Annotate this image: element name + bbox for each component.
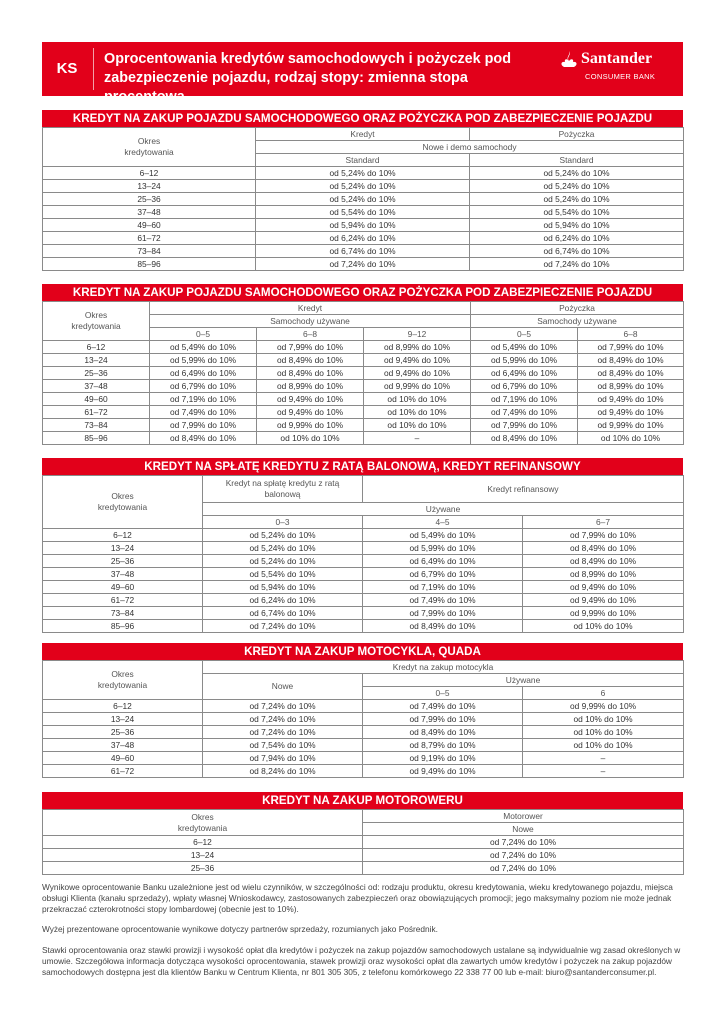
cell-rate: od 9,49% do 10% (364, 354, 471, 367)
cell-okres: 73–84 (43, 245, 256, 258)
cell-rate: od 6,74% do 10% (470, 245, 684, 258)
table-row (43, 594, 684, 607)
header-uzywane: Samochody używane (471, 315, 684, 328)
cell-rate: od 5,24% do 10% (470, 180, 684, 193)
cell-rate: od 9,49% do 10% (257, 393, 364, 406)
cell-rate: od 10% do 10% (257, 432, 364, 445)
table-row (43, 180, 684, 193)
cell-okres: 6–12 (43, 341, 150, 354)
cell-okres: 85–96 (43, 432, 150, 445)
section-title: KREDYT NA ZAKUP POJAZDU SAMOCHODOWEGO ORAZ POŻYCZKA POD ZABEZPIECZENIE POJAZDU (42, 110, 683, 127)
cell-rate: od 8,49% do 10% (363, 726, 523, 739)
cell-rate: od 5,24% do 10% (256, 193, 470, 206)
cell-okres: 85–96 (43, 620, 203, 633)
cell-rate: od 7,94% do 10% (203, 752, 363, 765)
header-age: 6 (523, 687, 684, 700)
cell-rate: od 7,99% do 10% (363, 713, 523, 726)
cell-okres: 61–72 (43, 765, 203, 778)
cell-rate: od 6,24% do 10% (470, 232, 684, 245)
cell-rate: od 7,99% do 10% (150, 419, 257, 432)
section-title: KREDYT NA ZAKUP MOTOCYKLA, QUADA (42, 643, 683, 660)
table-row (43, 739, 684, 752)
cell-rate: od 7,19% do 10% (363, 581, 523, 594)
table-row (43, 354, 684, 367)
rates-table (42, 660, 684, 778)
table-row (43, 836, 684, 849)
table-row (43, 406, 684, 419)
table-row (43, 568, 684, 581)
cell-rate: od 9,99% do 10% (523, 700, 684, 713)
header-age: 0–5 (471, 328, 578, 341)
table-row (43, 726, 684, 739)
cell-rate: od 5,49% do 10% (150, 341, 257, 354)
cell-okres: 13–24 (43, 713, 203, 726)
cell-rate: od 8,49% do 10% (578, 367, 684, 380)
page-title-line-2: zabezpieczenie pojazdu, rodzaj stopy: zmienna stopa procentowa (104, 70, 468, 105)
table-row (43, 219, 684, 232)
header-age: 6–8 (257, 328, 364, 341)
cell-rate: od 9,99% do 10% (257, 419, 364, 432)
table-row (43, 167, 684, 180)
cell-rate: od 8,24% do 10% (203, 765, 363, 778)
table-row (43, 245, 684, 258)
cell-okres: 25–36 (43, 726, 203, 739)
table-row (43, 393, 684, 406)
section-new-cars (42, 110, 683, 271)
header-kredyt: Kredyt na zakup motocykla (203, 661, 684, 674)
cell-rate: od 9,49% do 10% (523, 594, 684, 607)
cell-rate: od 7,24% do 10% (203, 726, 363, 739)
cell-rate: od 10% do 10% (523, 739, 684, 752)
footnote-paragraph: Stawki oprocentowania oraz stawki prowizji i wysokość opłat dla kredytów i pożyczek na zakup pojazdów samochodowych ustalane są indywidualnie wg zasad określonych w umowie. Szczegółowa informacja dotycząca wysokości oprocentowania, stawek prowizji oraz wysokości opłat dla zawartych umów kredytów i pożyczek na zakup pojazdów samochodowych dostępna jest dla klientów Banku w Centrum Klienta, nr 801 305 305, z telefonu komórkowego 22 338 77 00 lub e-mail: biuro@santanderconsumer.pl. (42, 945, 681, 977)
cell-rate: od 8,49% do 10% (471, 432, 578, 445)
header-okres: Okres kredytowania (43, 810, 363, 836)
header-divider (93, 48, 94, 90)
cell-rate: od 5,94% do 10% (256, 219, 470, 232)
cell-rate: od 6,79% do 10% (471, 380, 578, 393)
header-age: 9–12 (364, 328, 471, 341)
header-age: 6–8 (578, 328, 684, 341)
header-nowe: Nowe i demo samochody (256, 141, 684, 154)
rates-table (42, 301, 684, 445)
table-row (43, 849, 684, 862)
header-nowe: Nowe (203, 674, 363, 700)
cell-okres: 85–96 (43, 258, 256, 271)
cell-okres: 13–24 (43, 849, 363, 862)
cell-rate: od 8,49% do 10% (523, 555, 684, 568)
header-uzywane: Samochody używane (150, 315, 471, 328)
cell-okres: 49–60 (43, 393, 150, 406)
cell-rate: od 6,74% do 10% (256, 245, 470, 258)
cell-rate: od 7,24% do 10% (256, 258, 470, 271)
cell-rate: od 9,49% do 10% (257, 406, 364, 419)
cell-rate: od 10% do 10% (364, 406, 471, 419)
cell-rate: od 5,24% do 10% (203, 555, 363, 568)
cell-rate: od 7,99% do 10% (578, 341, 684, 354)
section-title: KREDYT NA SPŁATĘ KREDYTU Z RATĄ BALONOWĄ, KREDYT REFINANSOWY (42, 458, 683, 475)
table-row (43, 419, 684, 432)
cell-rate: od 7,99% do 10% (471, 419, 578, 432)
header-okres: Okres kredytowania (43, 476, 203, 529)
cell-rate: od 8,49% do 10% (578, 354, 684, 367)
cell-okres: 49–60 (43, 219, 256, 232)
logo-brand-text: Santander (581, 50, 653, 67)
cell-rate: od 5,54% do 10% (256, 206, 470, 219)
cell-rate: od 5,99% do 10% (471, 354, 578, 367)
cell-rate: od 10% do 10% (364, 393, 471, 406)
cell-okres: 6–12 (43, 836, 363, 849)
cell-okres: 25–36 (43, 193, 256, 206)
cell-rate: – (364, 432, 471, 445)
cell-rate: od 6,49% do 10% (363, 555, 523, 568)
cell-okres: 49–60 (43, 752, 203, 765)
page-title-line-1: Oprocentowania kredytów samochodowych i pożyczek pod (104, 51, 512, 67)
table-row (43, 258, 684, 271)
cell-rate: od 8,49% do 10% (363, 620, 523, 633)
header-kredyt: Kredyt (150, 302, 471, 315)
section-motorcycle (42, 643, 683, 778)
cell-rate: od 8,99% do 10% (364, 341, 471, 354)
cell-okres: 73–84 (43, 419, 150, 432)
table-row (43, 700, 684, 713)
cell-okres: 25–36 (43, 862, 363, 875)
table-row (43, 765, 684, 778)
cell-rate: – (523, 765, 684, 778)
cell-rate: od 6,24% do 10% (203, 594, 363, 607)
header-age: 6–7 (523, 516, 684, 529)
cell-rate: od 10% do 10% (523, 713, 684, 726)
cell-rate: od 7,49% do 10% (363, 594, 523, 607)
cell-rate: od 7,24% do 10% (203, 700, 363, 713)
cell-rate: od 7,99% do 10% (523, 529, 684, 542)
cell-rate: od 5,24% do 10% (470, 167, 684, 180)
table-row (43, 752, 684, 765)
cell-rate: od 9,49% do 10% (364, 367, 471, 380)
cell-rate: od 9,99% do 10% (364, 380, 471, 393)
header-okres: Okres kredytowania (43, 302, 150, 341)
cell-rate: od 5,99% do 10% (150, 354, 257, 367)
cell-rate: od 10% do 10% (364, 419, 471, 432)
section-balloon-refinance (42, 458, 683, 633)
table-row (43, 432, 684, 445)
cell-rate: od 7,49% do 10% (471, 406, 578, 419)
cell-rate: od 7,99% do 10% (257, 341, 364, 354)
header-refinance: Kredyt refinansowy (363, 476, 684, 503)
header-motorower: Motorower (363, 810, 684, 823)
table-row (43, 206, 684, 219)
cell-rate: od 5,49% do 10% (471, 341, 578, 354)
rates-table (42, 475, 684, 633)
table-row (43, 380, 684, 393)
santander-logo (559, 50, 669, 90)
cell-okres: 49–60 (43, 581, 203, 594)
cell-rate: od 9,49% do 10% (523, 581, 684, 594)
cell-rate: od 7,49% do 10% (363, 700, 523, 713)
header-okres: Okres kredytowania (43, 128, 256, 167)
cell-okres: 25–36 (43, 555, 203, 568)
cell-okres: 6–12 (43, 529, 203, 542)
cell-rate: od 7,54% do 10% (203, 739, 363, 752)
cell-rate: od 8,79% do 10% (363, 739, 523, 752)
header-standard: Standard (256, 154, 470, 167)
table-row (43, 555, 684, 568)
cell-rate: od 8,49% do 10% (257, 367, 364, 380)
header-pozyczka: Pożyczka (470, 128, 684, 141)
cell-rate: od 8,49% do 10% (150, 432, 257, 445)
logo-sub-text: CONSUMER BANK (585, 72, 656, 81)
cell-okres: 25–36 (43, 367, 150, 380)
table-row (43, 620, 684, 633)
cell-rate: od 7,24% do 10% (203, 620, 363, 633)
cell-rate: od 7,24% do 10% (363, 849, 684, 862)
cell-okres: 37–48 (43, 739, 203, 752)
header-uzywane: Używane (203, 503, 684, 516)
cell-rate: od 7,49% do 10% (150, 406, 257, 419)
cell-rate: od 7,19% do 10% (150, 393, 257, 406)
cell-rate: od 6,49% do 10% (150, 367, 257, 380)
header-okres: Okres kredytowania (43, 661, 203, 700)
cell-okres: 37–48 (43, 380, 150, 393)
cell-rate: od 5,94% do 10% (470, 219, 684, 232)
header-pozyczka: Pożyczka (471, 302, 684, 315)
cell-rate: od 7,19% do 10% (471, 393, 578, 406)
cell-okres: 13–24 (43, 542, 203, 555)
cell-rate: od 5,99% do 10% (363, 542, 523, 555)
cell-rate: od 5,94% do 10% (203, 581, 363, 594)
cell-rate: od 5,24% do 10% (256, 167, 470, 180)
cell-rate: od 5,24% do 10% (470, 193, 684, 206)
cell-okres: 13–24 (43, 180, 256, 193)
cell-rate: – (523, 752, 684, 765)
cell-rate: od 8,49% do 10% (523, 542, 684, 555)
cell-okres: 37–48 (43, 568, 203, 581)
table-row (43, 862, 684, 875)
section-title: KREDYT NA ZAKUP POJAZDU SAMOCHODOWEGO ORAZ POŻYCZKA POD ZABEZPIECZENIE POJAZDU (42, 284, 683, 301)
cell-rate: od 6,79% do 10% (150, 380, 257, 393)
footnotes (42, 882, 683, 988)
footnote-paragraph: Wynikowe oprocentowanie Banku uzależnione jest od wielu czynników, w szczególności od: rodzaju produktu, okresu kredytowania, wieku kredytowanego pojazdu, miejsca obsługi Klienta (kanału sprzedaży), wpłaty własnej Wnioskodawcy, zastosowanych zabezpieczeń oraz obowiązujących promocji; jego maksymalny poziom nie może jednak przekraczać czterokrotności stopy lombardowej (obecnie jest to 10%). (42, 882, 673, 914)
cell-rate: od 9,49% do 10% (578, 393, 684, 406)
header-age: 0–3 (203, 516, 363, 529)
cell-rate: od 9,99% do 10% (523, 607, 684, 620)
table-row (43, 341, 684, 354)
document-code-badge: KS (56, 60, 78, 77)
header-standard: Standard (470, 154, 684, 167)
cell-rate: od 7,24% do 10% (363, 836, 684, 849)
cell-rate: od 7,24% do 10% (363, 862, 684, 875)
cell-rate: od 5,24% do 10% (256, 180, 470, 193)
cell-okres: 61–72 (43, 406, 150, 419)
cell-okres: 6–12 (43, 167, 256, 180)
table-row (43, 713, 684, 726)
cell-rate: od 5,54% do 10% (203, 568, 363, 581)
cell-rate: od 5,49% do 10% (363, 529, 523, 542)
cell-okres: 61–72 (43, 232, 256, 245)
cell-okres: 73–84 (43, 607, 203, 620)
cell-rate: od 8,99% do 10% (578, 380, 684, 393)
cell-okres: 13–24 (43, 354, 150, 367)
cell-rate: od 9,49% do 10% (363, 765, 523, 778)
table-row (43, 367, 684, 380)
table-row (43, 607, 684, 620)
header-age: 4–5 (363, 516, 523, 529)
cell-rate: od 5,24% do 10% (203, 542, 363, 555)
cell-rate: od 7,99% do 10% (363, 607, 523, 620)
footnote-paragraph: Wyżej prezentowane oprocentowanie wynikowe dotyczy partnerów sprzedaży, rozumianych jako Pośrednik. (42, 924, 438, 935)
header-age: 0–5 (150, 328, 257, 341)
cell-rate: od 5,54% do 10% (470, 206, 684, 219)
cell-okres: 61–72 (43, 594, 203, 607)
cell-rate: od 6,24% do 10% (256, 232, 470, 245)
header-balloon: Kredyt na spłatę kredytu z ratą balonową (203, 476, 363, 503)
cell-rate: od 8,99% do 10% (257, 380, 364, 393)
cell-rate: od 8,49% do 10% (257, 354, 364, 367)
cell-rate: od 7,24% do 10% (470, 258, 684, 271)
cell-rate: od 10% do 10% (523, 726, 684, 739)
table-row (43, 542, 684, 555)
cell-rate: od 6,79% do 10% (363, 568, 523, 581)
cell-rate: od 7,24% do 10% (203, 713, 363, 726)
cell-rate: od 10% do 10% (578, 432, 684, 445)
cell-rate: od 10% do 10% (523, 620, 684, 633)
cell-rate: od 9,19% do 10% (363, 752, 523, 765)
section-moped (42, 792, 683, 875)
table-row (43, 232, 684, 245)
header-kredyt: Kredyt (256, 128, 470, 141)
cell-okres: 6–12 (43, 700, 203, 713)
cell-okres: 37–48 (43, 206, 256, 219)
cell-rate: od 8,99% do 10% (523, 568, 684, 581)
cell-rate: od 6,74% do 10% (203, 607, 363, 620)
table-row (43, 581, 684, 594)
rates-table (42, 809, 684, 875)
rates-table (42, 127, 684, 271)
header-uzywane: Używane (363, 674, 684, 687)
flame-icon (559, 50, 579, 70)
section-used-cars (42, 284, 683, 445)
table-row (43, 193, 684, 206)
cell-rate: od 6,49% do 10% (471, 367, 578, 380)
cell-rate: od 5,24% do 10% (203, 529, 363, 542)
header-nowe: Nowe (363, 823, 684, 836)
page-title (104, 50, 544, 107)
table-row (43, 529, 684, 542)
page-header (42, 42, 683, 105)
header-age: 0–5 (363, 687, 523, 700)
section-title: KREDYT NA ZAKUP MOTOROWERU (42, 792, 683, 809)
cell-rate: od 9,99% do 10% (578, 419, 684, 432)
cell-rate: od 9,49% do 10% (578, 406, 684, 419)
